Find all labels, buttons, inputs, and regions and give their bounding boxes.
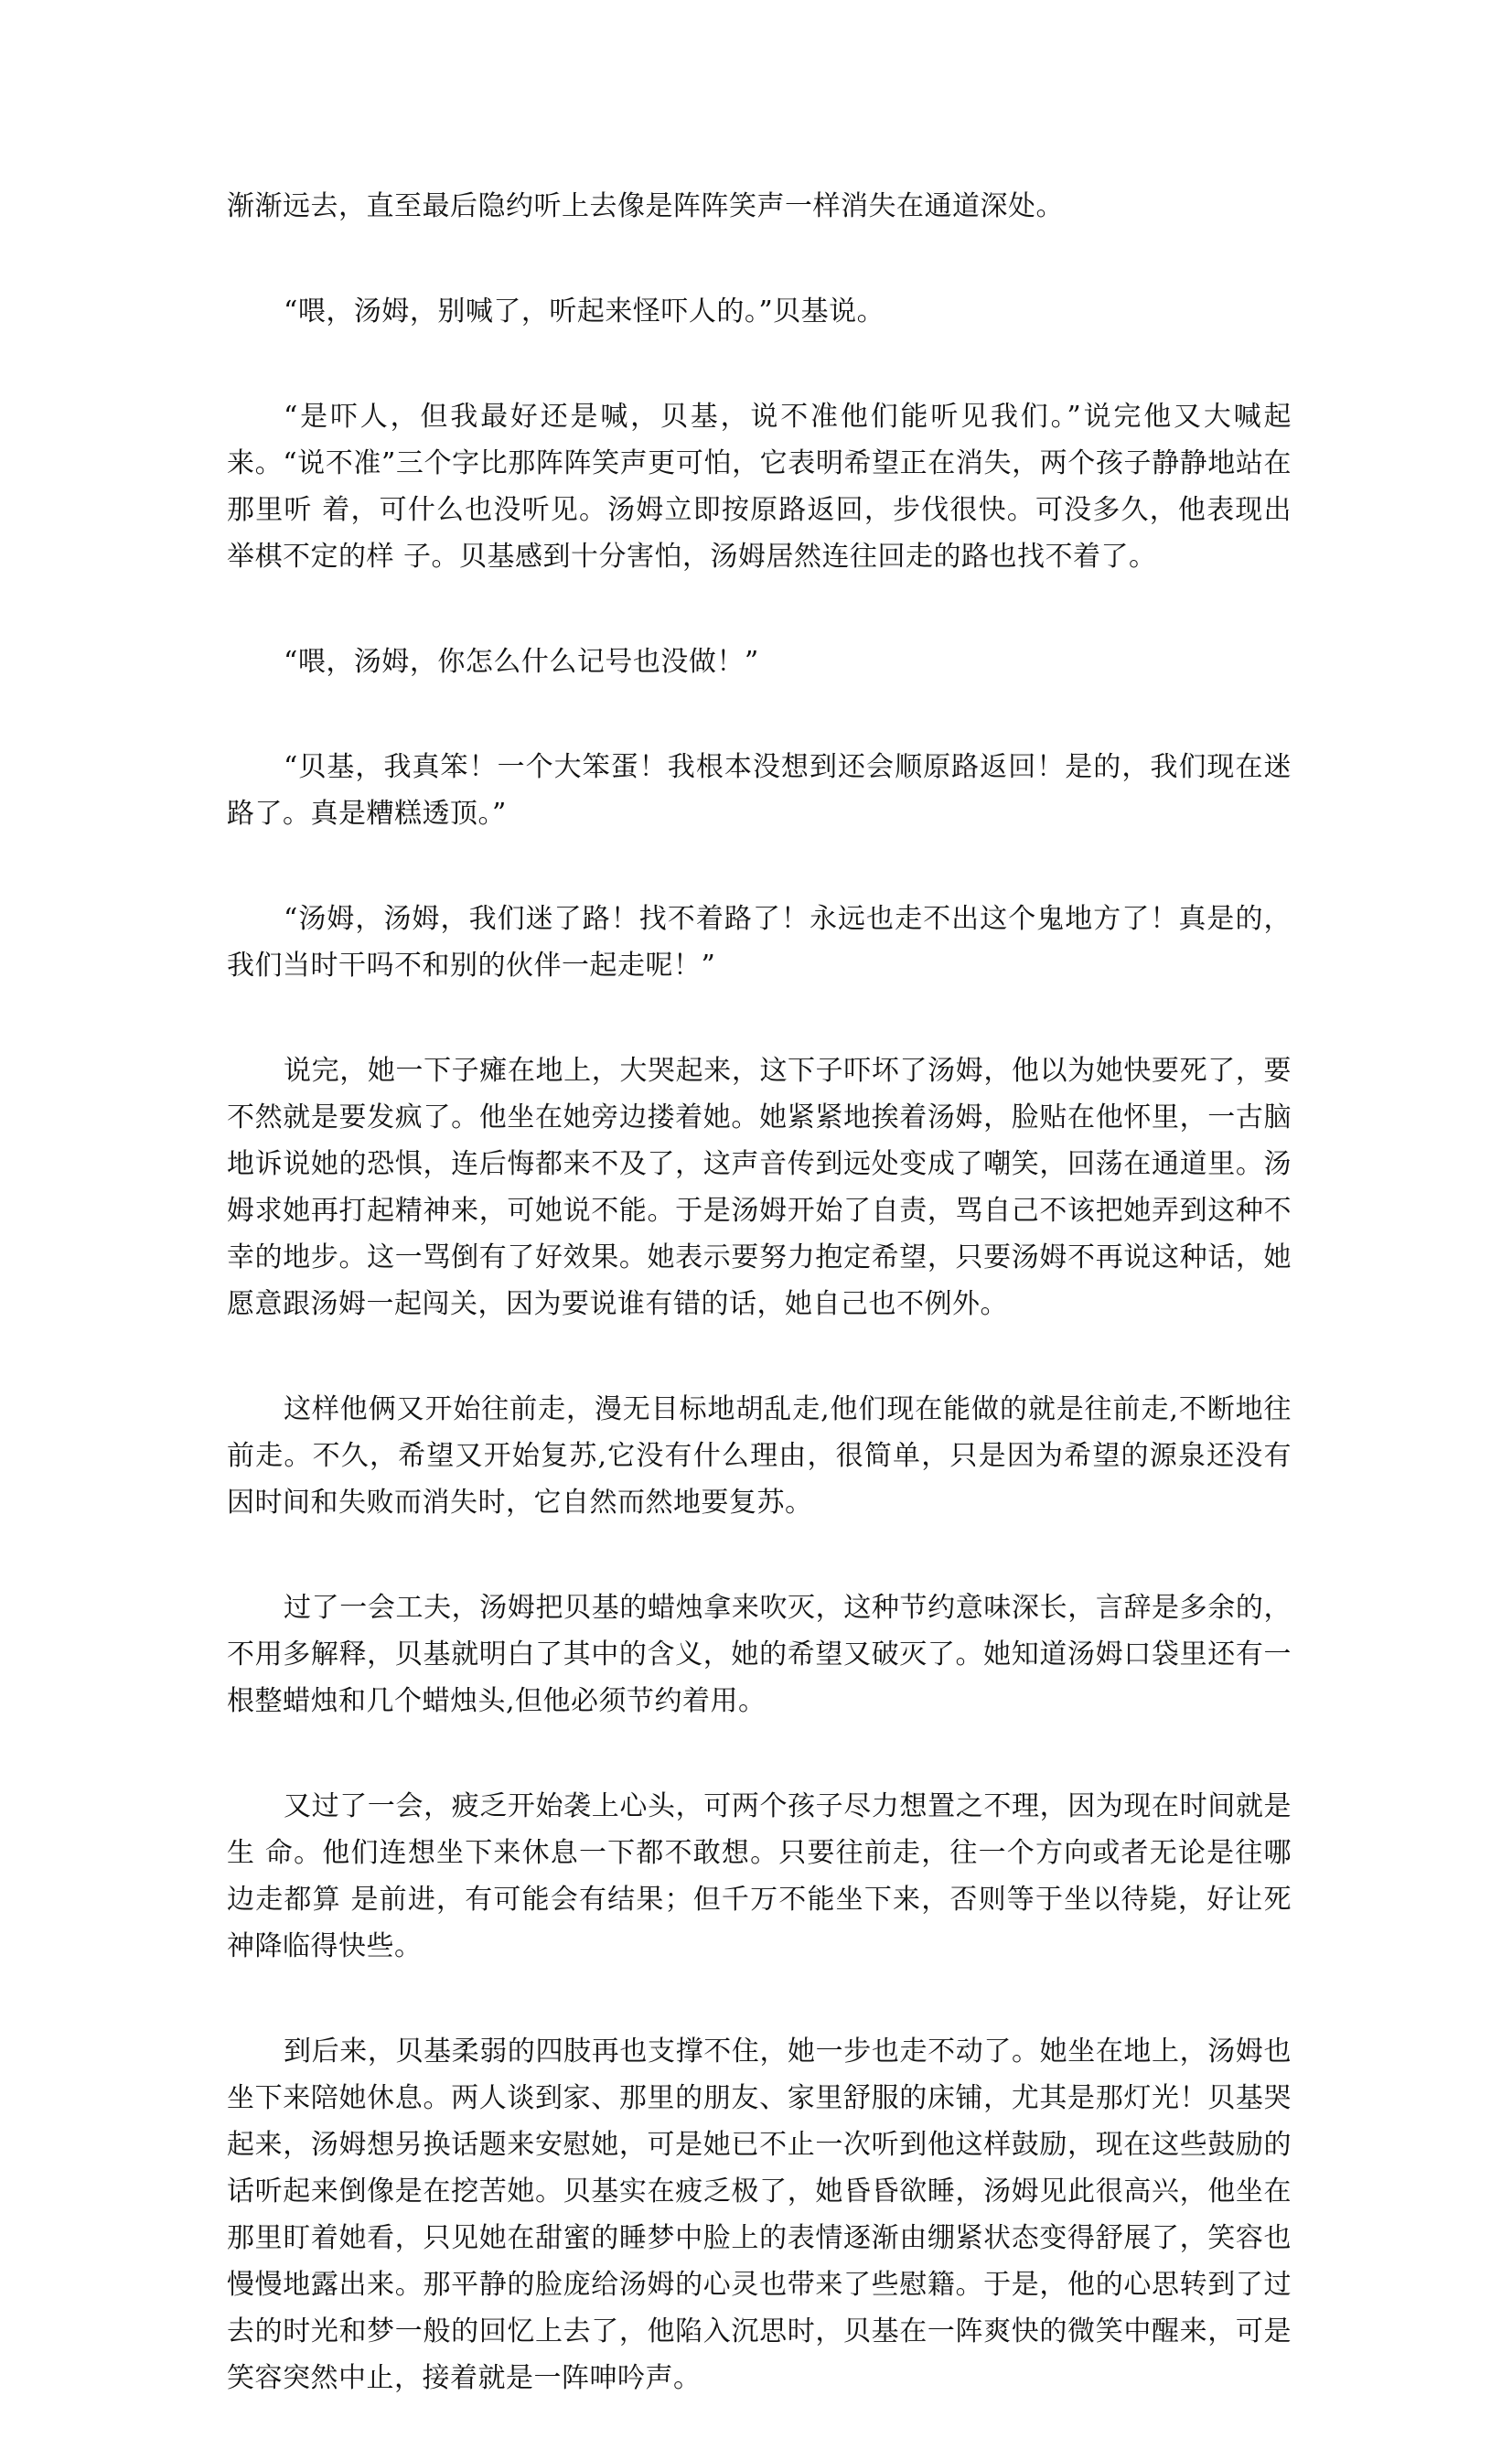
paragraph-3: “是吓人，但我最好还是喊，贝基，说不准他们能听见我们。”说完他又大喊起来。“说不准”三个字比那阵阵笑声更可怕，它表明希望正在消失，两个孩子静静地站在那里听 着，可什么也没听见。汤姆立即按原路返回，步伐很快。可没多久，他表现出举棋不定的样 子。贝基感到十分害怕，汤姆居然连往回走的路也找不着了。 <box>227 401 1292 573</box>
paragraph-11: 到后来，贝基柔弱的四肢再也支撑不住，她一步也走不动了。她坐在地上，汤姆也坐下来陪她休息。两人谈到家、那里的朋友、家里舒服的床铺，尤其是那灯光！贝基哭起来，汤姆想另换话题来安慰她，可是她已不止一次听到他这样鼓励，现在这些鼓励的话听起来倒像是在挖苦她。贝基实在疲乏极了，她昏昏欲睡，汤姆见此很高兴，他坐在那里盯着她看，只见她在甜蜜的睡梦中脸上的表情逐渐由绷紧状态变得舒展了，笑容也慢慢地露出来。那平静的脸庞给汤姆的心灵也带来了些慰籍。于是，他的心思转到了过去的时光和梦一般的回忆上去了，他陷入沉思时，贝基在一阵爽快的微笑中醒来，可是笑容突然中止，接着就是一阵呻吟声。 <box>227 2036 1292 2394</box>
paragraph-2: “喂，汤姆，别喊了，听起来怪吓人的。”贝基说。 <box>284 295 885 328</box>
paragraph-4: “喂，汤姆，你怎么什么记号也没做！” <box>284 646 759 678</box>
paragraph-8: 这样他俩又开始往前走，漫无目标地胡乱走,他们现在能做的就是往前走,不断地往前走。不久，希望又开始复苏,它没有什么理由，很简单，只是因为希望的源泉还没有因时间和失败而消失时，它自然而然地要复苏。 <box>227 1393 1292 1519</box>
document-page <box>227 183 1292 2460</box>
paragraph-5: “贝基，我真笨！一个大笨蛋！我根本没想到还会顺原路返回！是的，我们现在迷路了。真是糟糕透顶。” <box>227 751 1292 830</box>
paragraph-6: “汤姆，汤姆，我们迷了路！找不着路了！永远也走不出这个鬼地方了！真是的，我们当时干吗不和别的伙伴一起走呢！” <box>227 903 1292 982</box>
paragraph-1: 渐渐远去，直至最后隐约听上去像是阵阵笑声一样消失在通道深处。 <box>227 190 1064 222</box>
paragraph-7: 说完，她一下子瘫在地上，大哭起来，这下子吓坏了汤姆，他以为她快要死了，要不然就是要发疯了。他坐在她旁边搂着她。她紧紧地挨着汤姆，脸贴在他怀里，一古脑地诉说她的恐惧，连后悔都来不及了，这声音传到远处变成了嘲笑，回荡在通道里。汤姆求她再打起精神来，可她说不能。于是汤姆开始了自责，骂自己不该把她弄到这种不幸的地步。这一骂倒有了好效果。她表示要努力抱定希望，只要汤姆不再说这种话，她愿意跟汤姆一起闯关，因为要说谁有错的话，她自己也不例外。 <box>227 1055 1292 1320</box>
paragraph-10: 又过了一会，疲乏开始袭上心头，可两个孩子尽力想置之不理，因为现在时间就是生 命。他们连想坐下来休息一下都不敢想。只要往前走，往一个方向或者无论是往哪边走都算 是前进，有可能会有结果；但千万不能坐下来，否则等于坐以待毙，好让死神降临得快些。 <box>227 1790 1292 1962</box>
paragraph-9: 过了一会工夫，汤姆把贝基的蜡烛拿来吹灭，这种节约意味深长，言辞是多余的，不用多解释，贝基就明白了其中的含义，她的希望又破灭了。她知道汤姆口袋里还有一根整蜡烛和几个蜡烛头,但他必须节约着用。 <box>227 1592 1292 1717</box>
